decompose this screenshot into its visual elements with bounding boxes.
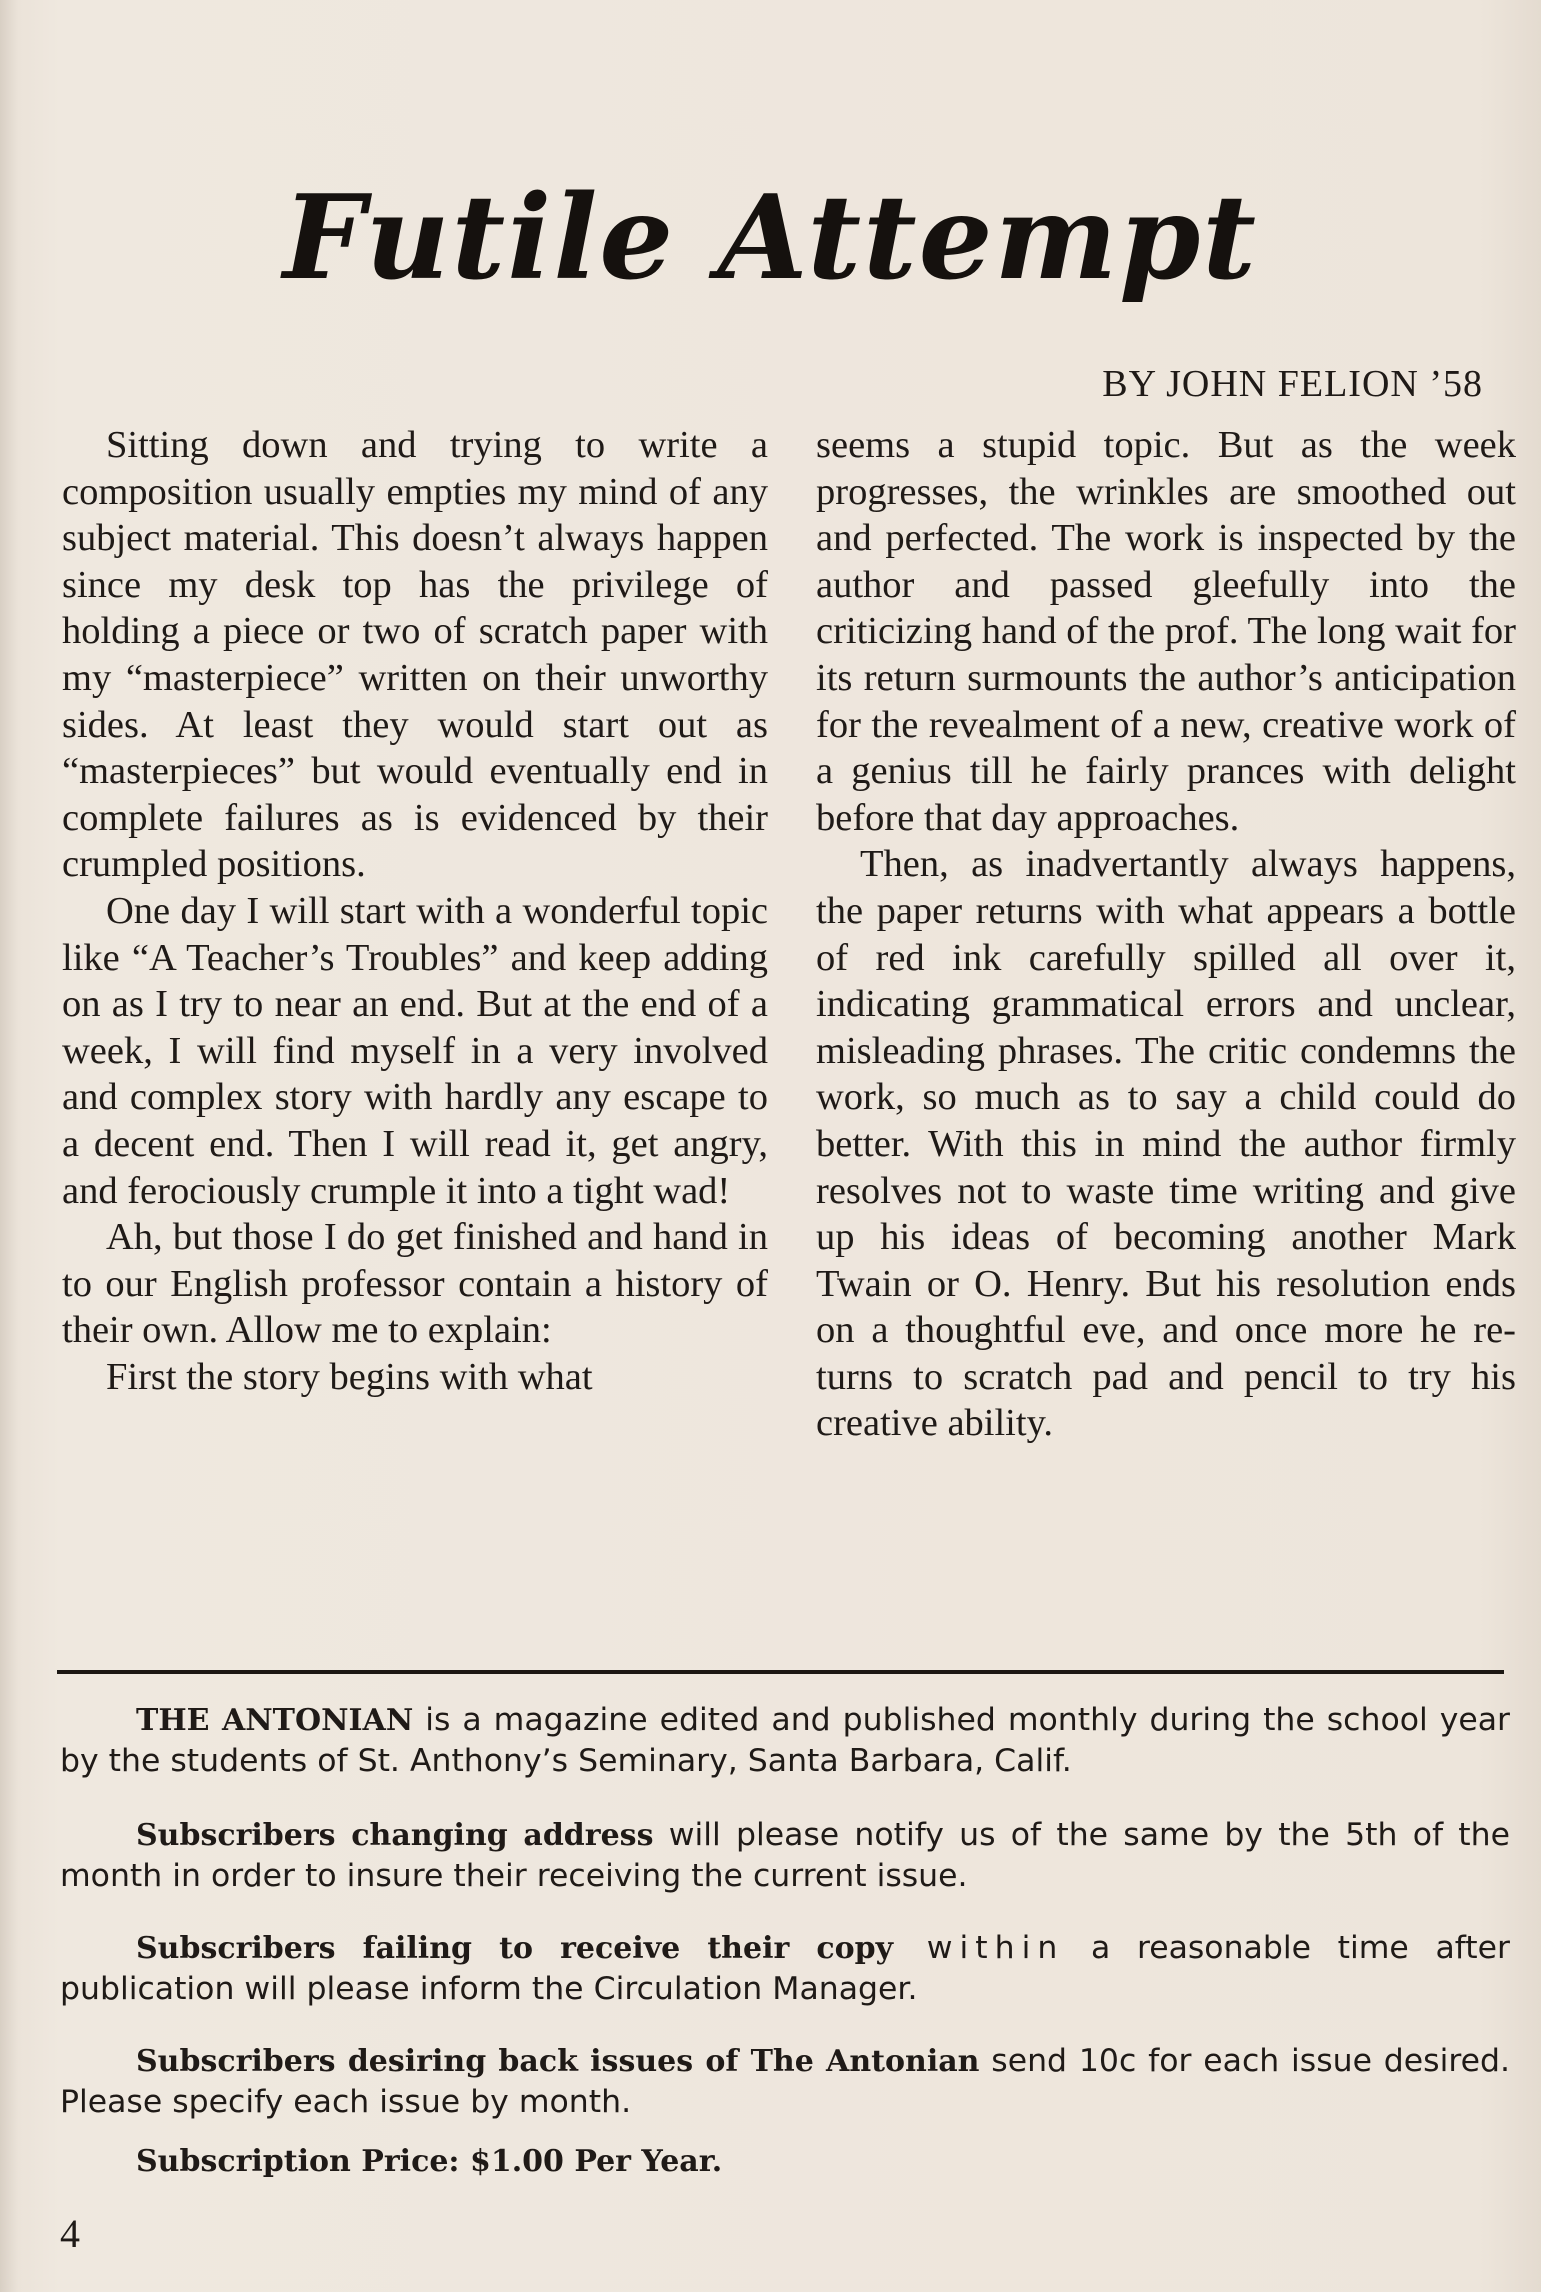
notice-lead: Subscribers changing address bbox=[136, 1818, 654, 1853]
article-left-column bbox=[62, 422, 768, 1400]
notice-lead: Subscribers failing to receive their copy bbox=[136, 1931, 894, 1966]
missing-copy-notice bbox=[60, 1928, 1510, 2009]
address-change-notice bbox=[60, 1815, 1510, 1896]
article-paragraph: One day I will start with a wonderful topic like “A Teacher’s Troubles” and keep adding on as I try to near an end. But at the end of a week, I will find myself in a very involved and complex story with hardly any escape to a decent end. Then I will read it, get angry, and ferociously crumple it into a tight wad! bbox=[62, 889, 768, 1212]
article-right-column bbox=[816, 422, 1516, 1447]
notice-text: a reasonable time after publication will please inform the Circulation Manager. bbox=[60, 1930, 1510, 2007]
article-byline: BY JOHN FELION ’58 bbox=[1102, 363, 1483, 405]
notice-spaced-word: within bbox=[893, 1930, 1065, 1966]
notice-lead: Subscribers desiring back issues of The Antonian bbox=[136, 2044, 980, 2079]
page-number: 4 bbox=[60, 2211, 80, 2256]
masthead-notice bbox=[60, 1700, 1510, 1781]
notice-text: send 10c for each issue desired. Please specify each issue by month. bbox=[60, 2043, 1510, 2120]
article-paragraph: seems a stupid topic. But as the week progresses, the wrinkles are smoothed out and perfected. The work is inspected by the author and passed gleefully into the criticizing hand of the prof. The long wait for its return surmounts the author’s anticipation for the revealment of a new, creative work of a genius till he fairly prances with delight before that day approaches. bbox=[816, 424, 1516, 839]
article-paragraph: Ah, but those I do get finished and hand in to our English professor contain a history of their own. Allow me to explain: bbox=[62, 1216, 768, 1352]
section-divider bbox=[57, 1670, 1504, 1674]
notice-text: will please notify us of the same by the 5th of the month in order to insure their receiving the current issue. bbox=[60, 1817, 1511, 1894]
article-paragraph: First the story begins with what bbox=[106, 1355, 593, 1398]
article-title: Futile Attempt bbox=[283, 170, 1258, 306]
article-paragraph: Sitting down and trying to write a composition usually empties my mind of any subject material. This doesn’t always happen since my desk top has the privilege of holding a piece or two of scratch paper with my “masterpiece” written on their unworthy sides. At least they would start out as “masterpieces” but would eventually end in complete failures as is evidenced by their crumpled positions. bbox=[62, 424, 768, 886]
notice-text: is a magazine edited and published monthly during the school year by the students of St. Anthony’s Seminary, Santa Barbara, Calif. bbox=[60, 1702, 1510, 1779]
back-issues-notice bbox=[60, 2041, 1510, 2122]
subscription-price-notice bbox=[60, 2141, 1510, 2182]
notice-lead: THE ANTONIAN bbox=[136, 1703, 414, 1738]
article-paragraph: Then, as inadvertantly always happens, the paper returns with what appears a bottle of red ink carefully spilled all over it, indicating grammatical errors and unclear, misleading phrases. The critic condemns the work, so much as to say a child could do better. With this in mind the author firmly resolves not to waste time writing and give up his ideas of becoming another Mark Twain or O. Henry. But his resolution ends on a thoughtful eve, and once more he returns to scratch pad and pencil to try his creative ability. bbox=[816, 843, 1516, 1445]
notice-lead: Subscription Price: $1.00 Per Year. bbox=[136, 2144, 723, 2179]
